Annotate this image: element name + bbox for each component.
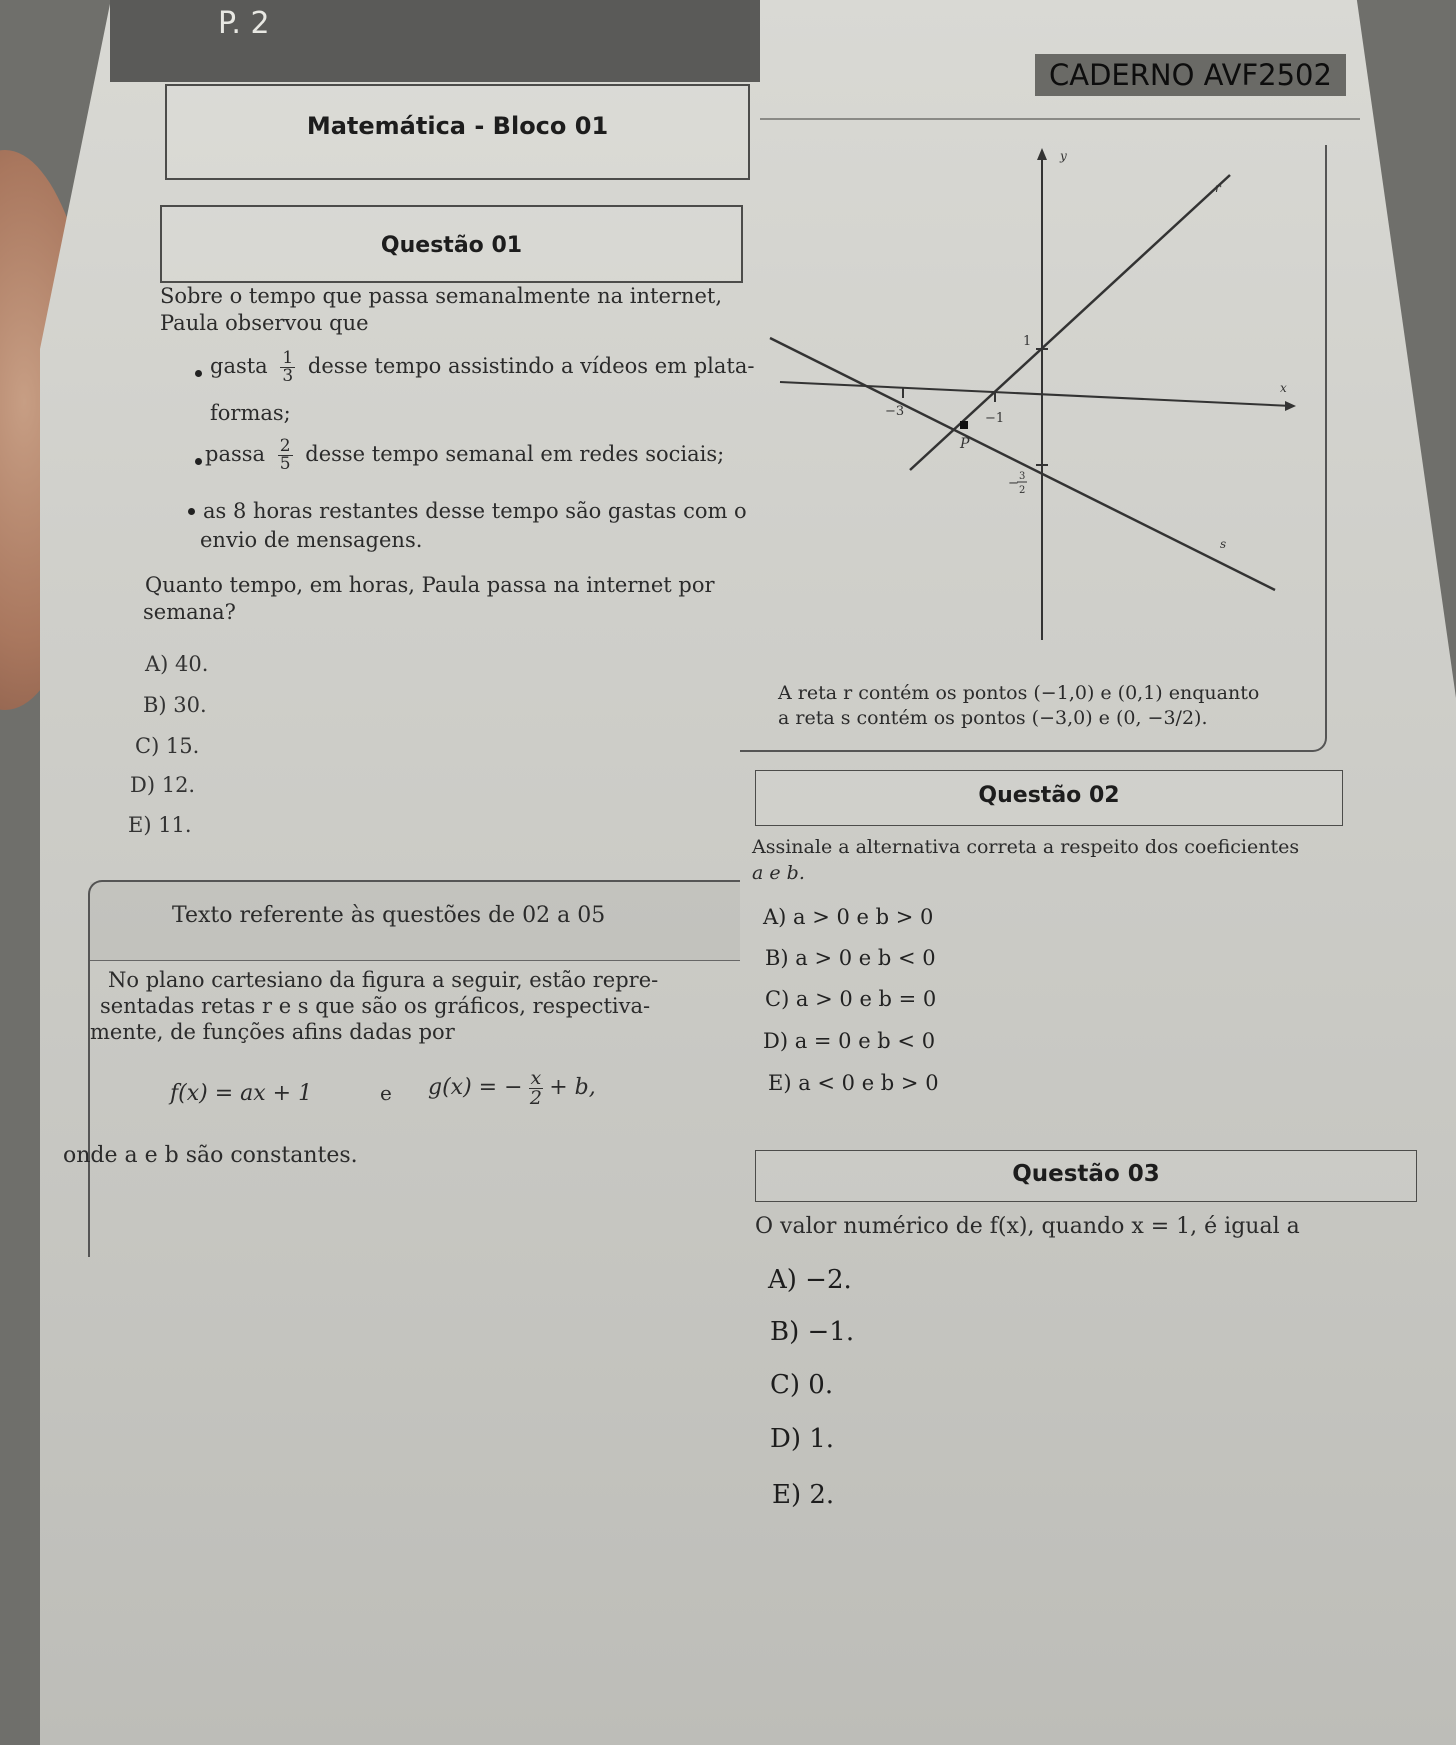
bullet-dot xyxy=(195,458,202,465)
q1-question-line2: semana? xyxy=(143,600,236,624)
q1-bullet-1-cont: formas; xyxy=(210,401,291,425)
x-label: x xyxy=(1280,381,1287,395)
q2-option-d[interactable]: D) a = 0 e b < 0 xyxy=(763,1029,936,1053)
q1-option-d[interactable]: D) 12. xyxy=(130,773,196,797)
q1-intro-line2: Paula observou que xyxy=(160,311,369,335)
q2-option-a[interactable]: A) a > 0 e b > 0 xyxy=(763,905,934,929)
line-r xyxy=(910,175,1230,470)
q2-option-c[interactable]: C) a > 0 e b = 0 xyxy=(765,987,937,1011)
page-number: P. 2 xyxy=(218,6,270,41)
p-label: P xyxy=(960,436,970,452)
q3-prompt: O valor numérico de f(x), quando x = 1, é igual a xyxy=(755,1214,1300,1239)
q3-title-box xyxy=(755,1150,1417,1202)
q3-option-a[interactable]: A) −2. xyxy=(768,1265,852,1295)
x-axis xyxy=(780,382,1292,406)
fraction-x-over-2 xyxy=(529,1066,544,1109)
g-post: + b, xyxy=(549,1075,596,1100)
q2-option-e[interactable]: E) a < 0 e b > 0 xyxy=(768,1071,939,1095)
q1-option-b[interactable]: B) 30. xyxy=(143,693,207,717)
q1-option-e[interactable]: E) 11. xyxy=(128,813,192,837)
shared-text-line1: No plano cartesiano da figura a seguir, estão repre- xyxy=(108,968,659,992)
q1-title: Questão 01 xyxy=(380,233,523,258)
q1-intro-line1: Sobre o tempo que passa semanalmente na internet, xyxy=(160,284,722,308)
y-label: y xyxy=(1060,149,1067,163)
shared-text-title: Texto referente às questões de 02 a 05 xyxy=(172,903,606,928)
tick-neg3half-num: 3 xyxy=(1019,471,1026,482)
q2-option-b[interactable]: B) a > 0 e b < 0 xyxy=(765,946,936,970)
q1-question-line1: Quanto tempo, em horas, Paula passa na internet por xyxy=(145,573,715,597)
cartesian-graph xyxy=(740,140,1300,660)
shared-text-line3: mente, de funções afins dadas por xyxy=(90,1020,455,1044)
frac-den: 3 xyxy=(282,366,294,386)
line-s xyxy=(770,338,1275,590)
s-label: s xyxy=(1220,537,1227,551)
g-pre: g(x) = − xyxy=(428,1075,523,1100)
section-title: Matemática - Bloco 01 xyxy=(306,112,609,140)
frac-den: 5 xyxy=(279,454,291,474)
bullet-dot xyxy=(188,508,195,515)
fraction-one-third xyxy=(280,350,295,385)
top-dark-bar xyxy=(110,0,760,82)
frac-den: 2 xyxy=(529,1086,542,1109)
formula-f: f(x) = ax + 1 xyxy=(170,1081,313,1106)
point-p xyxy=(960,421,968,429)
section-title-box xyxy=(165,84,750,180)
fraction-two-fifths xyxy=(278,438,293,473)
q3-option-e[interactable]: E) 2. xyxy=(772,1480,835,1510)
b1-pre: gasta xyxy=(210,354,268,378)
q1-bullet-3-line2: envio de mensagens. xyxy=(200,528,423,552)
b1-post: desse tempo assistindo a vídeos em plata- xyxy=(307,354,755,378)
shared-text-box xyxy=(88,880,740,1257)
b2-post: desse tempo semanal em redes sociais; xyxy=(305,442,725,466)
q1-bullet-3-line1: as 8 horas restantes desse tempo são gastas com o xyxy=(203,499,747,523)
tick-1-label: 1 xyxy=(1023,334,1032,349)
tick-neg3-label: −3 xyxy=(885,404,905,419)
q2-title: Questão 02 xyxy=(978,783,1120,808)
q1-option-a[interactable]: A) 40. xyxy=(145,652,209,676)
q1-bullet-1 xyxy=(210,350,754,385)
tick-neg3half-den: 2 xyxy=(1019,485,1026,496)
formula-connector: e xyxy=(380,1081,392,1105)
notebook-code: CADERNO AVF2502 xyxy=(1035,54,1346,96)
tick-neg1-label: −1 xyxy=(985,411,1005,426)
header-rule xyxy=(760,118,1360,120)
q2-title-box xyxy=(755,770,1343,826)
q3-title: Questão 03 xyxy=(1012,1161,1160,1187)
q1-title-box xyxy=(160,205,743,283)
y-axis-arrow xyxy=(1037,148,1047,160)
b2-pre: passa xyxy=(205,442,266,466)
frac-num: 2 xyxy=(279,436,291,456)
q2-prompt-line1: Assinale a alternativa correta a respeito dos coeficientes xyxy=(752,836,1300,858)
r-label: r xyxy=(1215,181,1221,195)
bullet-dot xyxy=(195,370,202,377)
q3-option-d[interactable]: D) 1. xyxy=(770,1424,835,1454)
q1-bullet-2 xyxy=(205,438,724,473)
graph-caption-line2: a reta s contém os pontos (−3,0) e (0, −3/2). xyxy=(778,707,1208,729)
tick-neg3half-sign: − xyxy=(1008,476,1019,491)
formula-g xyxy=(428,1068,596,1108)
q3-option-b[interactable]: B) −1. xyxy=(770,1317,855,1347)
q2-prompt-line2: a e b. xyxy=(752,862,805,884)
q1-option-c[interactable]: C) 15. xyxy=(135,734,200,758)
x-axis-arrow xyxy=(1285,401,1296,411)
frac-num: 1 xyxy=(282,348,294,368)
q3-option-c[interactable]: C) 0. xyxy=(770,1370,834,1400)
shared-text-closing: onde a e b são constantes. xyxy=(63,1143,358,1168)
frac-num: x xyxy=(530,1066,542,1089)
graph-caption-line1: A reta r contém os pontos (−1,0) e (0,1) enquanto xyxy=(778,682,1260,704)
shared-text-line2: sentadas retas r e s que são os gráficos, respectiva- xyxy=(100,994,651,1018)
